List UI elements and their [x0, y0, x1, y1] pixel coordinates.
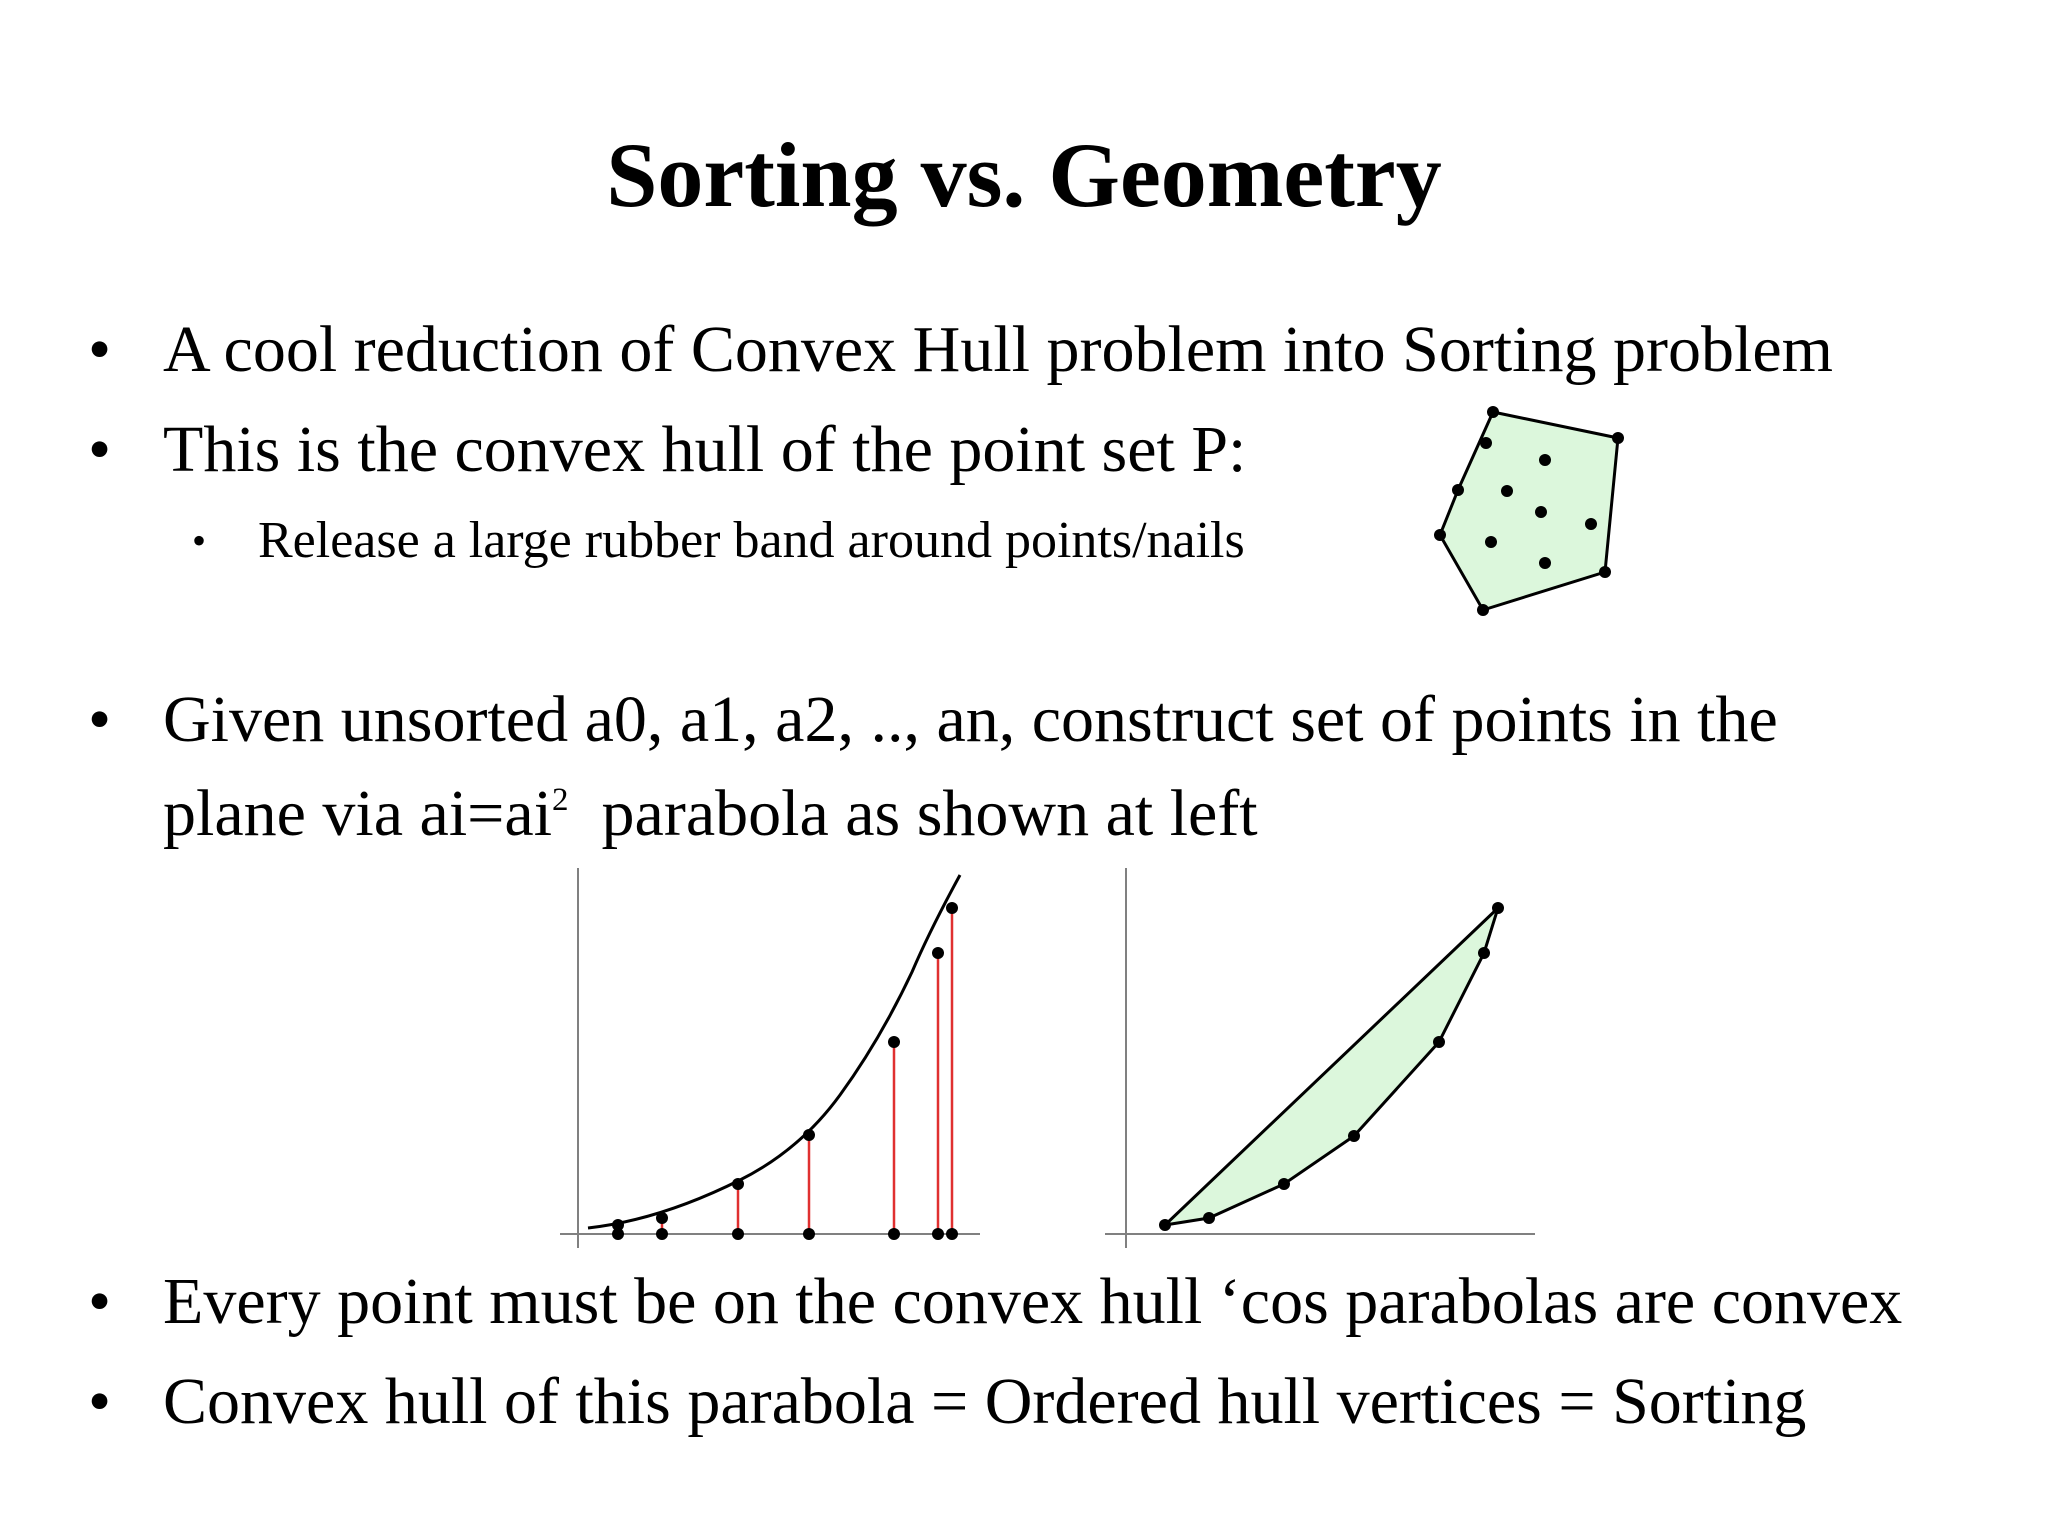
parabola-figure — [550, 860, 1000, 1270]
axis-point — [732, 1228, 744, 1240]
hull-vertex — [1203, 1212, 1215, 1224]
bullet-dot: • — [88, 1265, 112, 1338]
interior-point — [1480, 437, 1492, 449]
hull-vertex — [1452, 484, 1464, 496]
exponent: 2 — [552, 782, 569, 818]
curve-point — [932, 947, 944, 959]
curve-point — [656, 1212, 668, 1224]
hull-vertex — [1348, 1130, 1360, 1142]
interior-point — [1585, 518, 1597, 530]
bullet-text: Convex hull of this parabola = Ordered hull vertices = Sorting — [163, 1365, 1807, 1438]
axis-point — [888, 1228, 900, 1240]
interior-point — [1485, 536, 1497, 548]
axis-point — [946, 1228, 958, 1240]
bullet-hull-sorting — [88, 1362, 1988, 1442]
bullet-dot: • — [88, 683, 112, 756]
hull-vertex — [1433, 1036, 1445, 1048]
sub-bullet-rubber-band — [192, 510, 1392, 572]
hull-vertex — [1477, 604, 1489, 616]
bullet-text: This is the convex hull of the point set P: — [163, 413, 1247, 486]
hull-vertex — [1599, 566, 1611, 578]
interior-point — [1539, 557, 1551, 569]
hull-vertex — [1492, 902, 1504, 914]
formula-text: plane via ai=ai — [163, 776, 553, 850]
sub-bullet-text: Release a large rubber band around points/nails — [258, 512, 1245, 569]
bullet-text: Every point must be on the convex hull ‘cos parabolas are convex — [163, 1265, 1903, 1338]
parabola-text: parabola as shown at left — [568, 776, 1258, 850]
sub-bullet-dot: • — [192, 518, 207, 563]
bullet-reduction — [88, 310, 1988, 390]
axis-point — [612, 1228, 624, 1240]
bullet-every-point — [88, 1262, 2028, 1342]
hull-vertex — [1487, 406, 1499, 418]
bullet-given-unsorted — [88, 680, 1988, 850]
hull-vertex — [1612, 432, 1624, 444]
bullet-convex-hull — [88, 410, 1388, 490]
parabola-curve — [588, 875, 960, 1228]
bullet-dot: • — [88, 313, 112, 386]
interior-point — [1535, 506, 1547, 518]
curve-point — [888, 1036, 900, 1048]
interior-point — [1539, 454, 1551, 466]
axis-point — [932, 1228, 944, 1240]
slide-title: Sorting vs. Geometry — [606, 124, 1442, 226]
bullet-dot: • — [88, 413, 112, 486]
curve-point — [803, 1129, 815, 1141]
hull-polygon — [1440, 412, 1618, 610]
curve-point — [732, 1178, 744, 1190]
projection-lines — [618, 908, 952, 1234]
axis-point — [803, 1228, 815, 1240]
parabola-hull-polygon — [1165, 908, 1498, 1225]
parabola-hull-figure — [1095, 860, 1545, 1270]
convex-hull-figure — [1380, 400, 1640, 630]
hull-vertex — [1159, 1219, 1171, 1231]
interior-point — [1501, 485, 1513, 497]
bullet-text: A cool reduction of Convex Hull problem into Sorting problem — [163, 313, 1833, 386]
axis-point — [656, 1228, 668, 1240]
bullet-text-line-2 — [163, 760, 1258, 854]
bullet-dot: • — [88, 1365, 112, 1438]
hull-vertex — [1478, 947, 1490, 959]
parabola-points — [612, 902, 958, 1240]
hull-vertex — [1278, 1178, 1290, 1190]
hull-vertex — [1434, 529, 1446, 541]
bullet-text-line-1: Given unsorted a0, a1, a2, .., an, construct set of points in the — [163, 683, 1778, 756]
curve-point — [946, 902, 958, 914]
